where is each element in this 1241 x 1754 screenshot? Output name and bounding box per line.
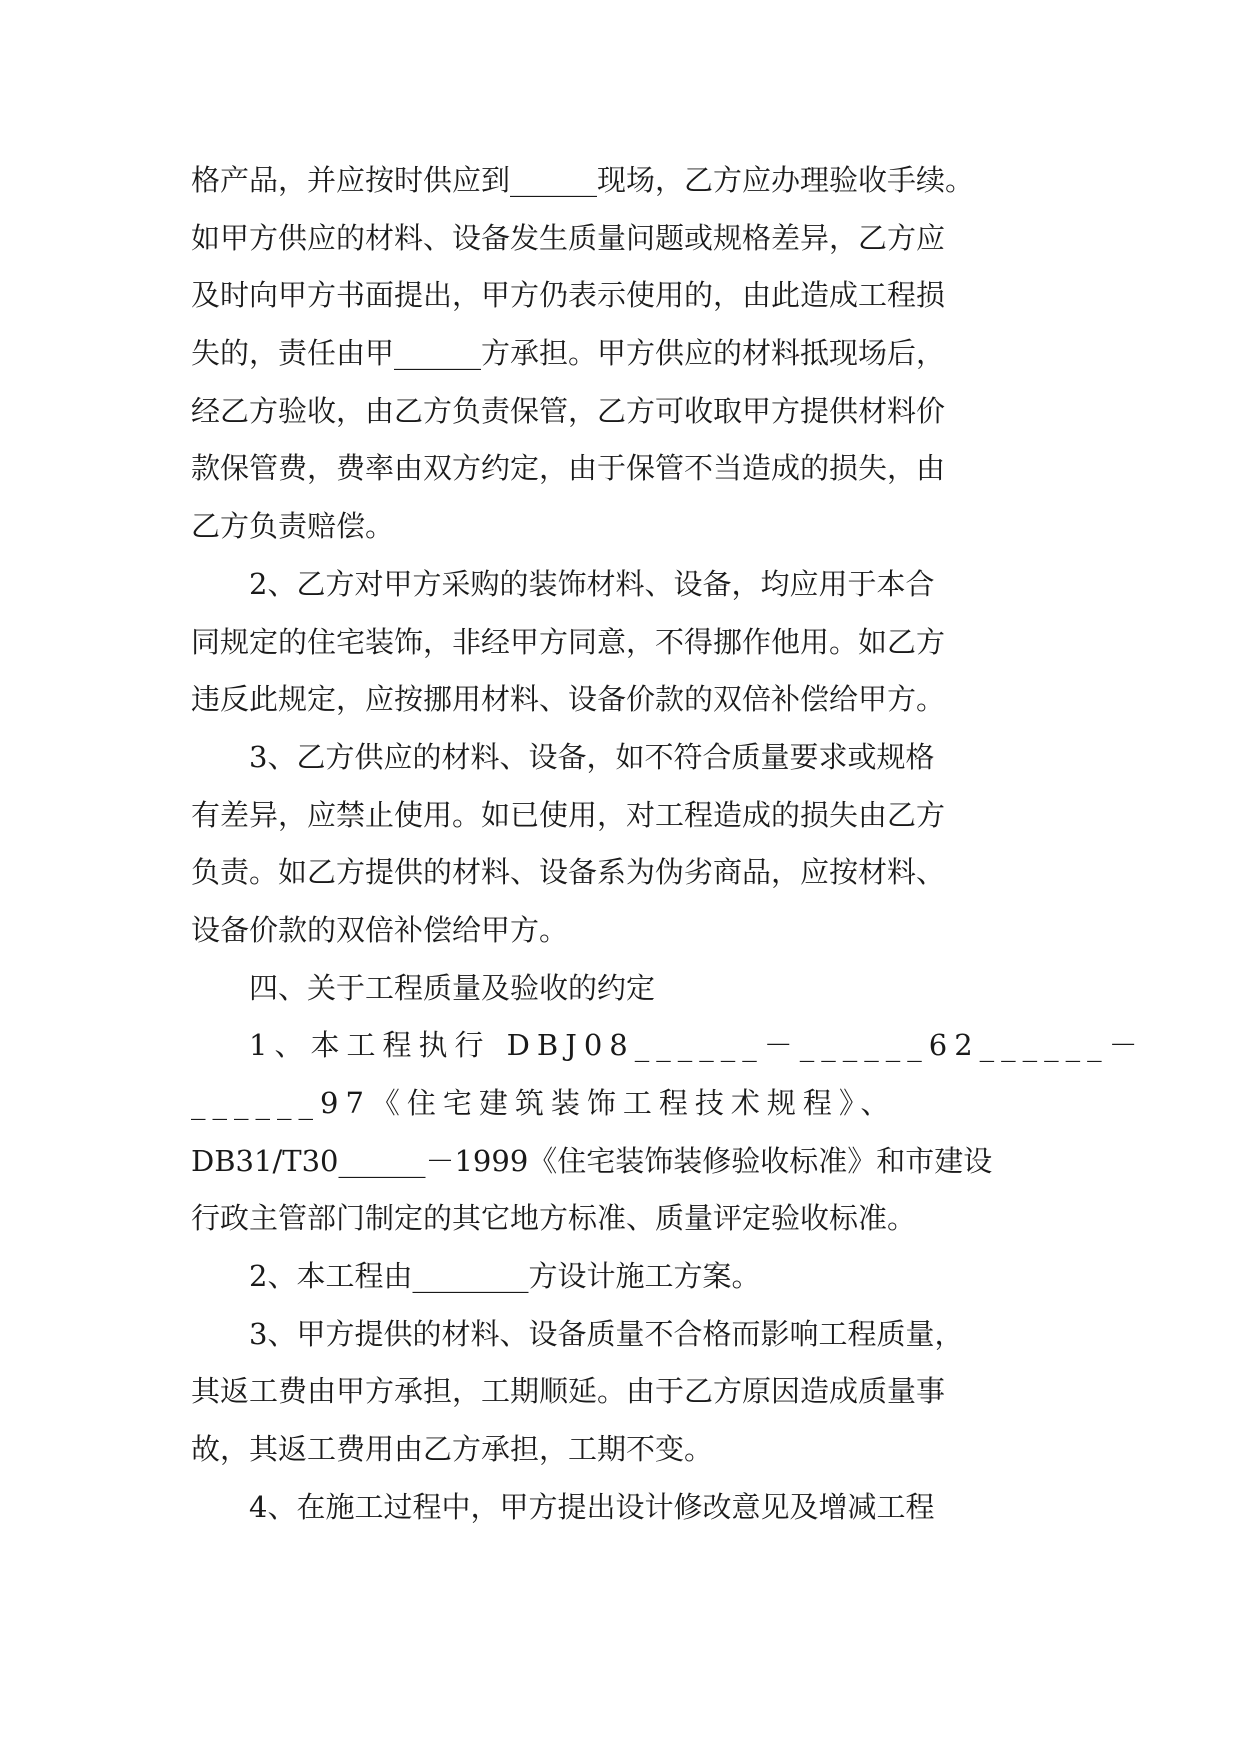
text-line: 有差异，应禁止使用。如已使用，对工程造成的损失由乙方 — [191, 797, 946, 832]
text-line: 设备价款的双倍补偿给甲方。 — [191, 912, 569, 947]
text-line: 及时向甲方书面提出，甲方仍表示使用的，由此造成工程损 — [191, 278, 946, 313]
section-heading: 四、关于工程质量及验收的约定 — [249, 970, 656, 1005]
text-line: 格产品，并应按时供应到______现场，乙方应办理验收手续。 — [191, 163, 975, 197]
paragraph-first-line: 3、甲方提供的材料、设备质量不合格而影响工程质量， — [249, 1316, 964, 1351]
text-line: 行政主管部门制定的其它地方标准、质量评定验收标准。 — [191, 1201, 917, 1236]
text-line: 失的，责任由甲______方承担。甲方供应的材料抵现场后， — [191, 336, 946, 371]
paragraph-first-line: 3、乙方供应的材料、设备，如不符合质量要求或规格 — [249, 739, 935, 774]
text-line: 故，其返工费用由乙方承担，工期不变。 — [191, 1432, 714, 1467]
text-line: 如甲方供应的材料、设备发生质量问题或规格差异，乙方应 — [191, 220, 946, 255]
text-line: 款保管费，费率由双方约定，由于保管不当造成的损失，由 — [191, 451, 946, 486]
paragraph-first-line: 2、乙方对甲方采购的装饰材料、设备，均应用于本合 — [249, 566, 935, 601]
text-line: DB31/T30______－1999《住宅装饰装修验收标准》和市建设 — [191, 1143, 993, 1178]
paragraph-first-line: 1、本工程执行 DBJ08______－______62______－ — [249, 1028, 1145, 1063]
text-line: 乙方负责赔偿。 — [191, 509, 395, 544]
text-line: 同规定的住宅装饰，非经甲方同意，不得挪作他用。如乙方 — [191, 624, 946, 659]
text-line: 其返工费由甲方承担，工期顺延。由于乙方原因造成质量事 — [191, 1374, 946, 1409]
text-line: 负责。如乙方提供的材料、设备系为伪劣商品，应按材料、 — [191, 855, 946, 890]
text-line: 经乙方验收，由乙方负责保管，乙方可收取甲方提供材料价 — [191, 393, 946, 428]
document-body — [191, 152, 1145, 1537]
text-line: ______97《住宅建筑装饰工程技术规程》、 — [191, 1086, 897, 1120]
paragraph-first-line: 4、在施工过程中，甲方提出设计修改意见及增减工程 — [249, 1489, 935, 1524]
text-line: 违反此规定，应按挪用材料、设备价款的双倍补偿给甲方。 — [191, 682, 946, 717]
paragraph-first-line: 2、本工程由________方设计施工方案。 — [249, 1259, 761, 1294]
